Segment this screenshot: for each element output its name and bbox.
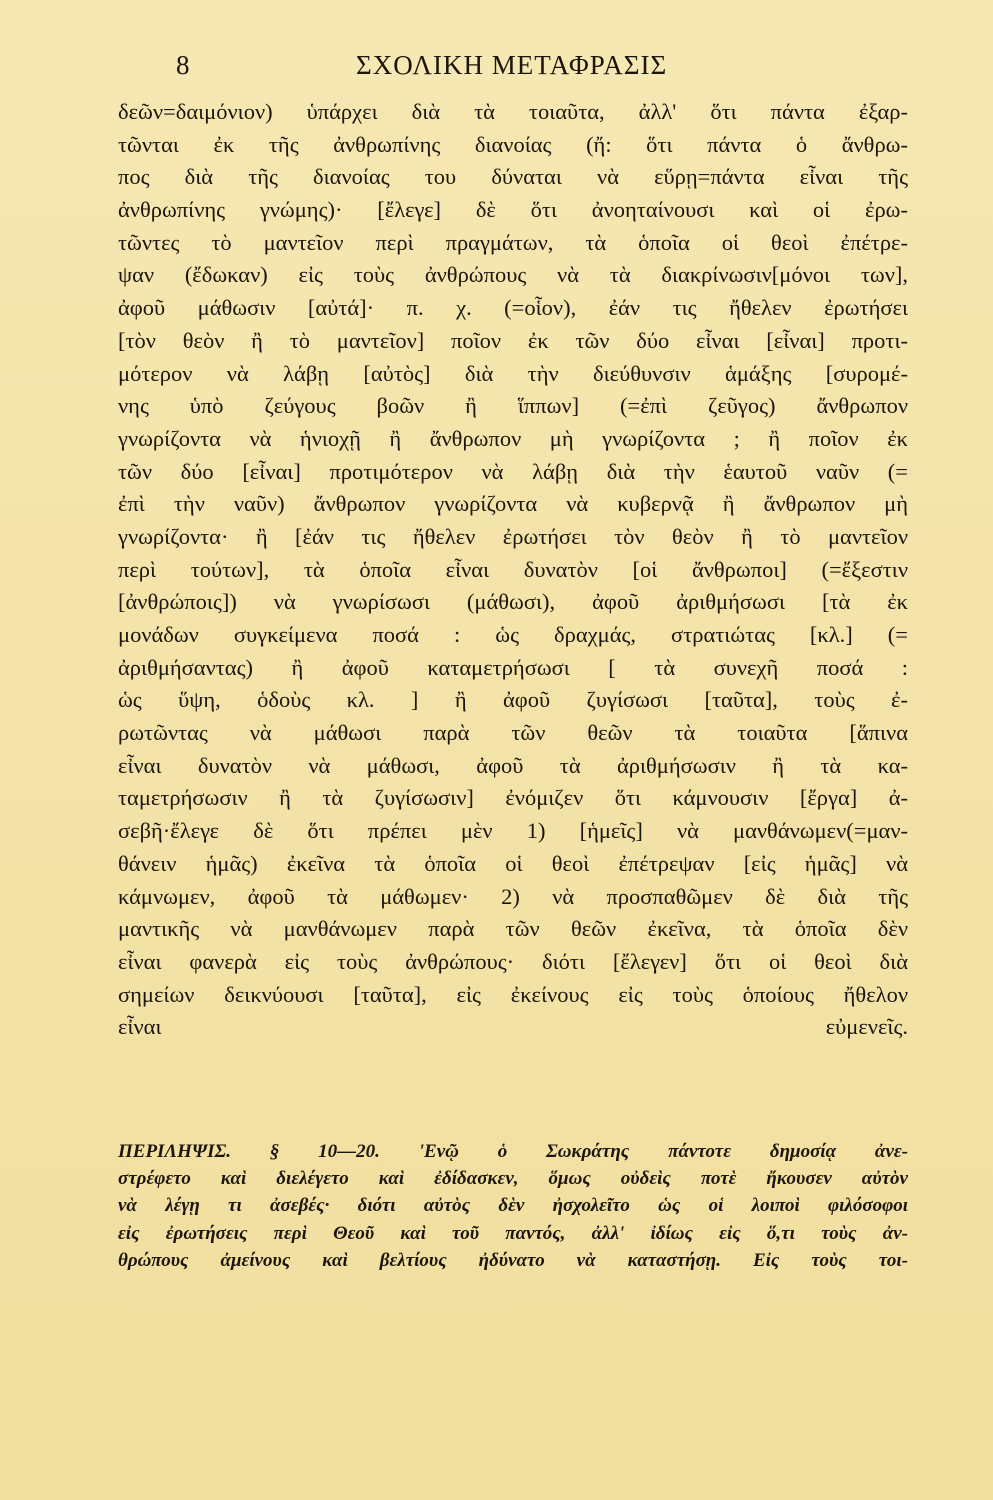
text-line: περὶ τούτων], τὰ ὁποῖα εἶναι δυνατὸν [οἱ ἄνθρωποι] (=ἔξεστιν bbox=[118, 556, 908, 582]
text-line: νης ὑπὸ ζεύγους βοῶν ἢ ἵππων] (=ἐπὶ ζεῦγος) ἄνθρωπον bbox=[118, 393, 908, 419]
text-line: ἐπὶ τὴν ναῦν) ἄνθρωπον γνωρίζοντα νὰ κυβερνᾷ ἢ ἄνθρωπον μὴ bbox=[118, 491, 908, 517]
text-line: εἶναι εὐμενεῖς. bbox=[118, 1014, 908, 1040]
text-line: ταμετρήσωσιν ἢ τὰ ζυγίσωσιν] ἐνόμιζεν ὅτι κάμνουσιν [ἔργα] ἀ- bbox=[118, 785, 908, 811]
text-line: τῶντες τὸ μαντεῖον περὶ πραγμάτων, τὰ ὁποῖα οἱ θεοὶ ἐπέτρε- bbox=[118, 229, 908, 255]
text-line bbox=[118, 1044, 908, 1077]
text-line: κάμνωμεν, ἀφοῦ τὰ μάθωμεν· 2) νὰ προσπαθῶμεν δὲ διὰ τῆς bbox=[118, 883, 908, 909]
summary-line: ΠΕΡΙΛΗΨΙΣ. § 10—20. 'Ενῷ ὁ Σωκράτης πάντοτε δημοσίᾳ ἀνε- bbox=[118, 1141, 908, 1162]
text-line bbox=[118, 1077, 908, 1110]
text-line: εἶναι φανερὰ εἰς τοὺς ἀνθρώπους· διότι [ἔλεγεν] ὅτι οἱ θεοὶ διὰ bbox=[118, 948, 908, 974]
text-line: ἀνθρωπίνης γνώμης)· [ἔλεγε] δὲ ὅτι ἀνοηταίνουσι καὶ οἱ ἐρω- bbox=[118, 197, 908, 223]
summary-line: θρώπους ἀμείνους καὶ βελτίους ἠδύνατο νὰ καταστήσῃ. Εἰς τοὺς τοι- bbox=[118, 1249, 908, 1271]
text-line: [τὸν θεὸν ἢ τὸ μαντεῖον] ποῖον ἐκ τῶν δύο εἶναι [εἶναι] προτι- bbox=[118, 327, 908, 353]
text-line: μότερον νὰ λάβῃ [αὐτὸς] διὰ τὴν διεύθυνσιν ἁμάξης [συρομέ- bbox=[118, 360, 908, 386]
summary-line: εἰς ἐρωτήσεις περὶ Θεοῦ καὶ τοῦ παντός, ἀλλ' ἰδίως εἰς ὅ,τι τοὺς ἀν- bbox=[118, 1222, 908, 1244]
text-line: μονάδων συγκείμενα ποσά : ὡς δραχμάς, στρατιώτας [κλ.] (= bbox=[118, 622, 908, 647]
text-line: γνωρίζοντα νὰ ἡνιοχῇ ἢ ἄνθρωπον μὴ γνωρίζοντα ; ἢ ποῖον ἐκ bbox=[118, 425, 908, 451]
text-line: ψαν (ἔδωκαν) εἰς τοὺς ἀνθρώπους νὰ τὰ διακρίνωσιν[μόνοι των], bbox=[118, 262, 908, 288]
text-line: ρωτῶντας νὰ μάθωσι παρὰ τῶν θεῶν τὰ τοιαῦτα [ἅπινα bbox=[118, 720, 908, 746]
translation-text bbox=[118, 96, 908, 1142]
text-line: εἶναι δυνατὸν νὰ μάθωσι, ἀφοῦ τὰ ἀριθμήσωσιν ἢ τὰ κα- bbox=[118, 752, 908, 778]
summary-paragraph bbox=[118, 1138, 908, 1274]
summary-line: στρέφετο καὶ διελέγετο καὶ ἐδίδασκεν, ὅμως οὐδεὶς ποτὲ ἤκουσεν αὐτὸν bbox=[118, 1168, 908, 1190]
text-line: ἀριθμήσαντας) ἢ ἀφοῦ καταμετρήσωσι [ τὰ συνεχῆ ποσά : bbox=[118, 654, 908, 680]
text-line: ἀφοῦ μάθωσιν [αὐτά]· π. χ. (=οἷον), ἐάν τις ἤθελεν ἐρωτήσει bbox=[118, 295, 908, 321]
text-line: σημείων δεικνύουσι [ταῦτα], εἰς ἐκείνους εἰς τοὺς ὁποίους ἤθελον bbox=[118, 981, 908, 1007]
page-number: 8 bbox=[176, 50, 190, 80]
text-line: δεῶν=δαιμόνιον) ὑπάρχει διὰ τὰ τοιαῦτα, ἀλλ' ὅτι πάντα ἐξαρ- bbox=[118, 99, 908, 124]
text-line: ὡς ὕψη, ὁδοὺς κλ. ] ἢ ἀφοῦ ζυγίσωσι [ταῦτα], τοὺς ἐ- bbox=[118, 687, 908, 713]
text-line: τῶνται ἐκ τῆς ἀνθρωπίνης διανοίας (ἤ: ὅτι πάντα ὁ ἄνθρω- bbox=[118, 131, 908, 157]
text-line: θάνειν ἡμᾶς) ἐκεῖνα τὰ ὁποῖα οἱ θεοὶ ἐπέτρεψαν [εἰς ἡμᾶς] νὰ bbox=[118, 850, 908, 876]
page-header bbox=[0, 46, 993, 96]
summary-line: νὰ λέγῃ τι ἀσεβές· διότι αὐτὸς δὲν ἠσχολεῖτο ὡς οἱ λοιποὶ φιλόσοφοι bbox=[118, 1195, 908, 1217]
text-line: γνωρίζοντα· ἢ [ἐάν τις ἤθελεν ἐρωτήσει τὸν θεὸν ἢ τὸ μαντεῖον bbox=[118, 523, 908, 549]
text-line: σεβῆ·ἔλεγε δὲ ὅτι πρέπει μὲν 1) [ἡμεῖς] νὰ μανθάνωμεν(=μαν- bbox=[118, 818, 908, 844]
text-line: μαντικῆς νὰ μανθάνωμεν παρὰ τῶν θεῶν ἐκεῖνα, τὰ ὁποῖα δὲν bbox=[118, 916, 908, 942]
text-line: τῶν δύο [εἶναι] προτιμότερον νὰ λάβῃ διὰ τὴν ἑαυτοῦ ναῦν (= bbox=[118, 458, 908, 484]
text-line: πος διὰ τῆς διανοίας του δύναται νὰ εὕρῃ=πάντα εἶναι τῆς bbox=[118, 164, 908, 190]
running-title: ΣΧΟΛΙΚΗ ΜΕΤΑΦΡΑΣΙΣ bbox=[356, 50, 668, 80]
text-line: [ἀνθρώποις]) νὰ γνωρίσωσι (μάθωσι), ἀφοῦ ἀριθμήσωσι [τὰ ἐκ bbox=[118, 589, 908, 615]
